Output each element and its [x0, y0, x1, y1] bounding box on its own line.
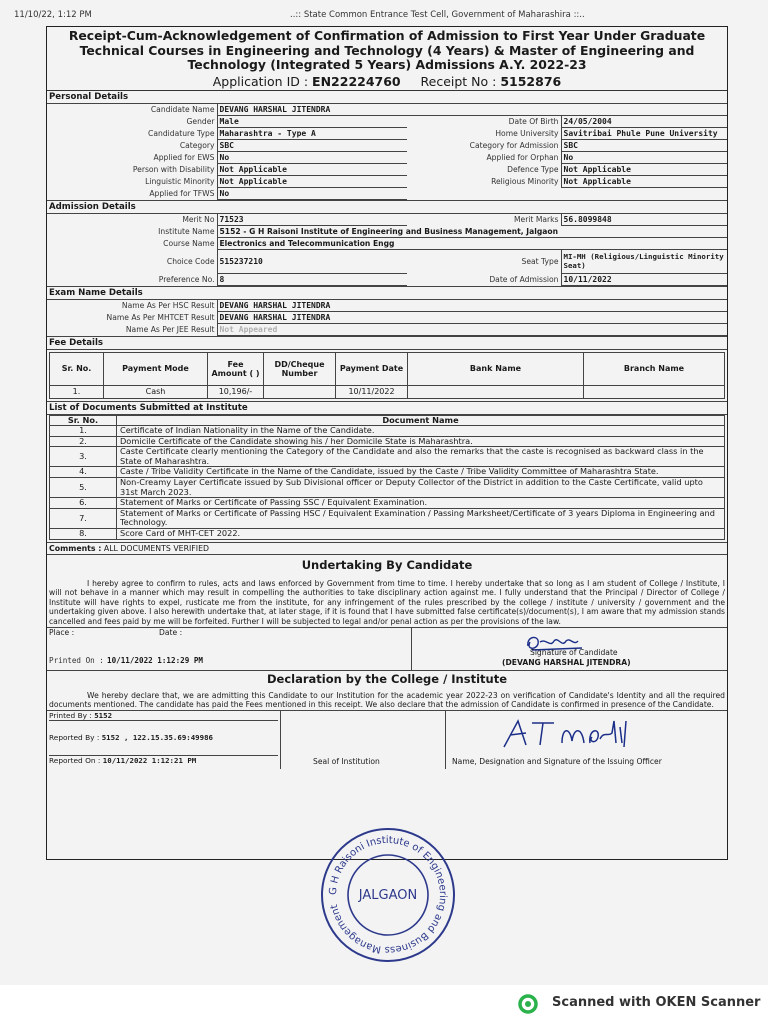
fee-cell: Cash — [104, 385, 208, 398]
institute-row — [47, 225, 727, 237]
fee-table — [49, 352, 725, 399]
place-date-block — [47, 628, 412, 670]
documents-heading: List of Documents Submitted at Institute — [47, 401, 727, 415]
report-block — [47, 711, 281, 769]
field-value: Maharashtra - Type A — [217, 127, 407, 139]
course-row — [47, 237, 727, 249]
fee-header-row — [50, 352, 725, 385]
signature-label: Signature of Candidate — [530, 647, 618, 657]
oken-logo-icon — [518, 994, 538, 1014]
printed-by-label: Printed By : — [49, 710, 92, 720]
declaration-text: We hereby declare that, we are admitting this Candidate to our Institution for the academic year 2022-23 on verification of Candidate's Identity and all the required documents mentioned. The candidate has paid the Fees mentioned in this receipt. We also declare that the admission of Candidate is confirmed in presence of the Candidate. — [49, 690, 725, 710]
course-label: Course Name — [163, 238, 215, 248]
institute-label: Institute Name — [158, 226, 215, 236]
field-value: Not Applicable — [561, 163, 727, 175]
signature-name: (DEVANG HARSHAL JITENDRA) — [502, 657, 631, 667]
print-datetime: 11/10/22, 1:12 PM — [14, 10, 92, 20]
cet-name: DEVANG HARSHAL JITENDRA — [217, 311, 727, 323]
document-name: Statement of Marks or Certificate of Passing HSC / Equivalent Examination / Passing Marksheet/Certificate of 3 years Diploma in Engineering and Technology. — [117, 508, 725, 528]
field-value: Not Applicable — [217, 175, 407, 187]
documents-header-row — [50, 415, 725, 426]
fee-details-heading: Fee Details — [47, 336, 727, 350]
document-no: 5. — [50, 478, 117, 498]
seal-label: Seal of Institution — [313, 756, 380, 766]
printed-by-value: 5152 — [94, 710, 113, 720]
candidate-signature-block — [412, 628, 727, 670]
field-label: Religious Minority — [491, 176, 559, 186]
document-name: Statement of Marks or Certificate of Passing SSC / Equivalent Examination. — [117, 498, 725, 509]
candidate-name-row — [47, 104, 727, 116]
preference-no: 8 — [217, 273, 407, 285]
exam-details-heading: Exam Name Details — [47, 286, 727, 300]
field-value: Not Applicable — [217, 163, 407, 175]
personal-details-table — [47, 104, 727, 200]
document-name: Domicile Certificate of the Candidate showing his / her Domicile State is Maharashtra. — [117, 436, 725, 447]
document-row — [50, 436, 725, 447]
seat-type-label: Seat Type — [521, 256, 559, 266]
institute-name: 5152 - G H Raisoni Institute of Engineering and Business Management, Jalgaon — [217, 225, 727, 237]
reported-on-row — [49, 755, 278, 765]
printed-on-label: Printed On : — [49, 655, 104, 665]
fee-cell — [264, 385, 336, 398]
date-label: Date : — [159, 627, 183, 637]
document-no: 3. — [50, 447, 117, 467]
field-value: Not Applicable — [561, 175, 727, 187]
fee-cell — [584, 385, 725, 398]
scanner-watermark: Scanned with OKEN Scanner — [552, 995, 761, 1010]
document-row — [50, 498, 725, 509]
document-no: 2. — [50, 436, 117, 447]
seal-ring-text: G H Raisoni Institute of Engineering and Business Management — [327, 834, 449, 956]
document-name: Caste / Tribe Validity Certificate in the Name of the Candidate, issued by the Caste / Tribe Validity Committee of Maharashtra State. — [117, 467, 725, 478]
field-value: SBC — [217, 139, 407, 151]
personal-row — [47, 163, 727, 175]
admission-date-label: Date of Admission — [489, 274, 559, 284]
document-row — [50, 426, 725, 437]
field-value: 24/05/2004 — [561, 115, 727, 127]
merit-marks-label: Merit Marks — [513, 214, 559, 224]
authority-header: ..:: State Common Entrance Test Cell, Government of Maharashira ::.. — [290, 10, 585, 20]
document-row — [50, 447, 725, 467]
personal-row — [47, 127, 727, 139]
institute-seal-stamp — [318, 825, 458, 965]
officer-signature-icon — [496, 717, 646, 751]
receipt-frame — [46, 26, 728, 860]
tfws-label: Applied for TFWS — [149, 188, 215, 198]
field-label: Person with Disability — [132, 164, 215, 174]
jee-name: Not Appeared — [217, 323, 727, 335]
receipt-no: 5152876 — [500, 73, 562, 89]
document-no: 6. — [50, 498, 117, 509]
field-label: Home University — [495, 128, 559, 138]
merit-no: 71523 — [217, 214, 407, 226]
fee-cell: 1. — [50, 385, 104, 398]
candidate-name-label: Candidate Name — [150, 104, 215, 114]
candidate-name: DEVANG HARSHAL JITENDRA — [217, 104, 727, 116]
seal-block — [281, 711, 446, 769]
jee-name-label: Name As Per JEE Result — [125, 324, 215, 334]
field-label: Gender — [186, 116, 215, 126]
field-label: Linguistic Minority — [145, 176, 215, 186]
fee-column-header: Branch Name — [584, 352, 725, 385]
declaration-heading: Declaration by the College / Institute — [266, 671, 508, 686]
choice-code: 515237210 — [217, 249, 407, 273]
document-no: 1. — [50, 426, 117, 437]
undertaking-heading: Undertaking By Candidate — [301, 557, 473, 572]
officer-block — [446, 711, 727, 769]
field-label: Applied for EWS — [153, 152, 215, 162]
fee-column-header: Payment Date — [336, 352, 408, 385]
seal-center-text: JALGAON — [358, 888, 418, 903]
document-name: Non-Creamy Layer Certificate issued by Sub Divisional officer or Deputy Collector of the District in addition to the Caste Certificate, valid upto 31st March 2023. — [117, 478, 725, 498]
comments-value: ALL DOCUMENTS VERIFIED — [103, 543, 210, 553]
document-row — [50, 508, 725, 528]
tfws-value: No — [217, 187, 407, 199]
admission-details-heading: Admission Details — [47, 200, 727, 214]
printed-on-value: 10/11/2022 1:12:29 PM — [107, 655, 204, 665]
officer-label: Name, Designation and Signature of the Issuing Officer — [452, 756, 662, 766]
admission-date: 10/11/2022 — [561, 273, 727, 285]
course-name: Electronics and Telecommunication Engg — [217, 237, 727, 249]
undertaking-text: I hereby agree to confirm to rules, acts and laws enforced by Government from time to time. I hereby undertake that so long as I am student of College / Institute, I will not behave in a manner which may result in compelling the authorities to take disciplinary action against me. I fully understand that the Principal / Director of College / Institute will have rights to expel, rusticate me from the institute, for any infringement of the rules prescribed by the college / institute / university / government and the undertaking given above. I also herewith undertake that, at later stage, if it is found that I have submitted false certificate(s)/document(s), I am aware that my admission stands cancelled and fees paid by me will be forfeited. Further I will be subjected to legal and/or penal action as per the provisions of the law. — [49, 578, 725, 626]
document-row — [50, 478, 725, 498]
reported-on-label: Reported On : — [49, 755, 101, 765]
preference-row — [47, 273, 727, 285]
document-name: Certificate of Indian Nationality in the Name of the Candidate. — [117, 426, 725, 437]
fee-column-header: Sr. No. — [50, 352, 104, 385]
field-label: Applied for Orphan — [486, 152, 559, 162]
personal-row — [47, 175, 727, 187]
reported-by-value: 5152 , 122.15.35.69:49986 — [101, 732, 213, 742]
personal-row — [47, 151, 727, 163]
field-value: Male — [217, 115, 407, 127]
application-line — [47, 73, 727, 91]
doc-name-header: Document Name — [117, 415, 725, 426]
documents-table — [49, 415, 725, 540]
fee-cell: 10/11/2022 — [336, 385, 408, 398]
merit-row — [47, 214, 727, 226]
field-label: Candidature Type — [148, 128, 215, 138]
preference-label: Preference No. — [158, 274, 215, 284]
document-name: Score Card of MHT-CET 2022. — [117, 529, 725, 540]
tfws-row — [47, 187, 727, 199]
receipt-title: Receipt-Cum-Acknowledgement of Confirmation of Admission to First Year Under Graduate Technical Courses in Engineering and Technology (4 Years) & Master of Engineering and Technology (Integrated 5 Years) Admissions A.Y. 2022-23 — [68, 28, 706, 72]
fee-data-row — [50, 385, 725, 398]
field-label: Category for Admission — [469, 140, 559, 150]
declaration-sign-block — [47, 710, 727, 769]
fee-column-header: DD/Cheque Number — [264, 352, 336, 385]
reported-on-value: 10/11/2022 1:12:21 PM — [102, 755, 197, 765]
hsc-name: DEVANG HARSHAL JITENDRA — [217, 300, 727, 312]
receipt-no-label: Receipt No : — [420, 73, 497, 89]
document-no: 7. — [50, 508, 117, 528]
field-value: No — [561, 151, 727, 163]
fee-cell — [408, 385, 584, 398]
place-label: Place : — [49, 627, 75, 637]
field-label: Category — [179, 140, 215, 150]
document-name: Caste Certificate clearly mentioning the Category of the Candidate and also the remarks that the caste is recognised as backward class in the State of Maharashtra. — [117, 447, 725, 467]
hsc-name-row — [47, 300, 727, 312]
cet-name-row — [47, 311, 727, 323]
admission-details-table — [47, 214, 727, 286]
comments-row — [47, 542, 727, 555]
field-value: No — [217, 151, 407, 163]
application-id-label: Application ID : — [212, 73, 309, 89]
undertaking-sign-block — [47, 627, 727, 671]
document-no: 4. — [50, 467, 117, 478]
cet-name-label: Name As Per MHTCET Result — [106, 312, 215, 322]
printed-by-row — [49, 711, 278, 721]
merit-marks: 56.8099848 — [561, 214, 727, 226]
doc-no-header: Sr. No. — [50, 415, 117, 426]
personal-row — [47, 115, 727, 127]
jee-name-row — [47, 323, 727, 335]
comments-label: Comments : — [49, 543, 102, 553]
field-value: Savitribai Phule Pune University — [561, 127, 727, 139]
document-no: 8. — [50, 529, 117, 540]
exam-details-table — [47, 300, 727, 336]
fee-column-header: Bank Name — [408, 352, 584, 385]
choice-code-label: Choice Code — [166, 256, 215, 266]
fee-column-header: Payment Mode — [104, 352, 208, 385]
field-label: Defence Type — [507, 164, 559, 174]
seat-type: MI-MH (Religious/Linguistic Minority Seat) — [561, 249, 727, 273]
hsc-name-label: Name As Per HSC Result — [121, 300, 215, 310]
choice-row — [47, 249, 727, 273]
fee-column-header: Fee Amount ( ) — [208, 352, 264, 385]
personal-details-heading: Personal Details — [47, 91, 727, 104]
application-id: EN22224760 — [312, 73, 401, 89]
fee-cell: 10,196/- — [208, 385, 264, 398]
reported-by-row — [49, 733, 213, 742]
document-row — [50, 529, 725, 540]
merit-no-label: Merit No — [182, 214, 215, 224]
field-label: Date Of Birth — [508, 116, 559, 126]
document-row — [50, 467, 725, 478]
personal-row — [47, 139, 727, 151]
reported-by-label: Reported By : — [49, 732, 100, 742]
field-value: SBC — [561, 139, 727, 151]
